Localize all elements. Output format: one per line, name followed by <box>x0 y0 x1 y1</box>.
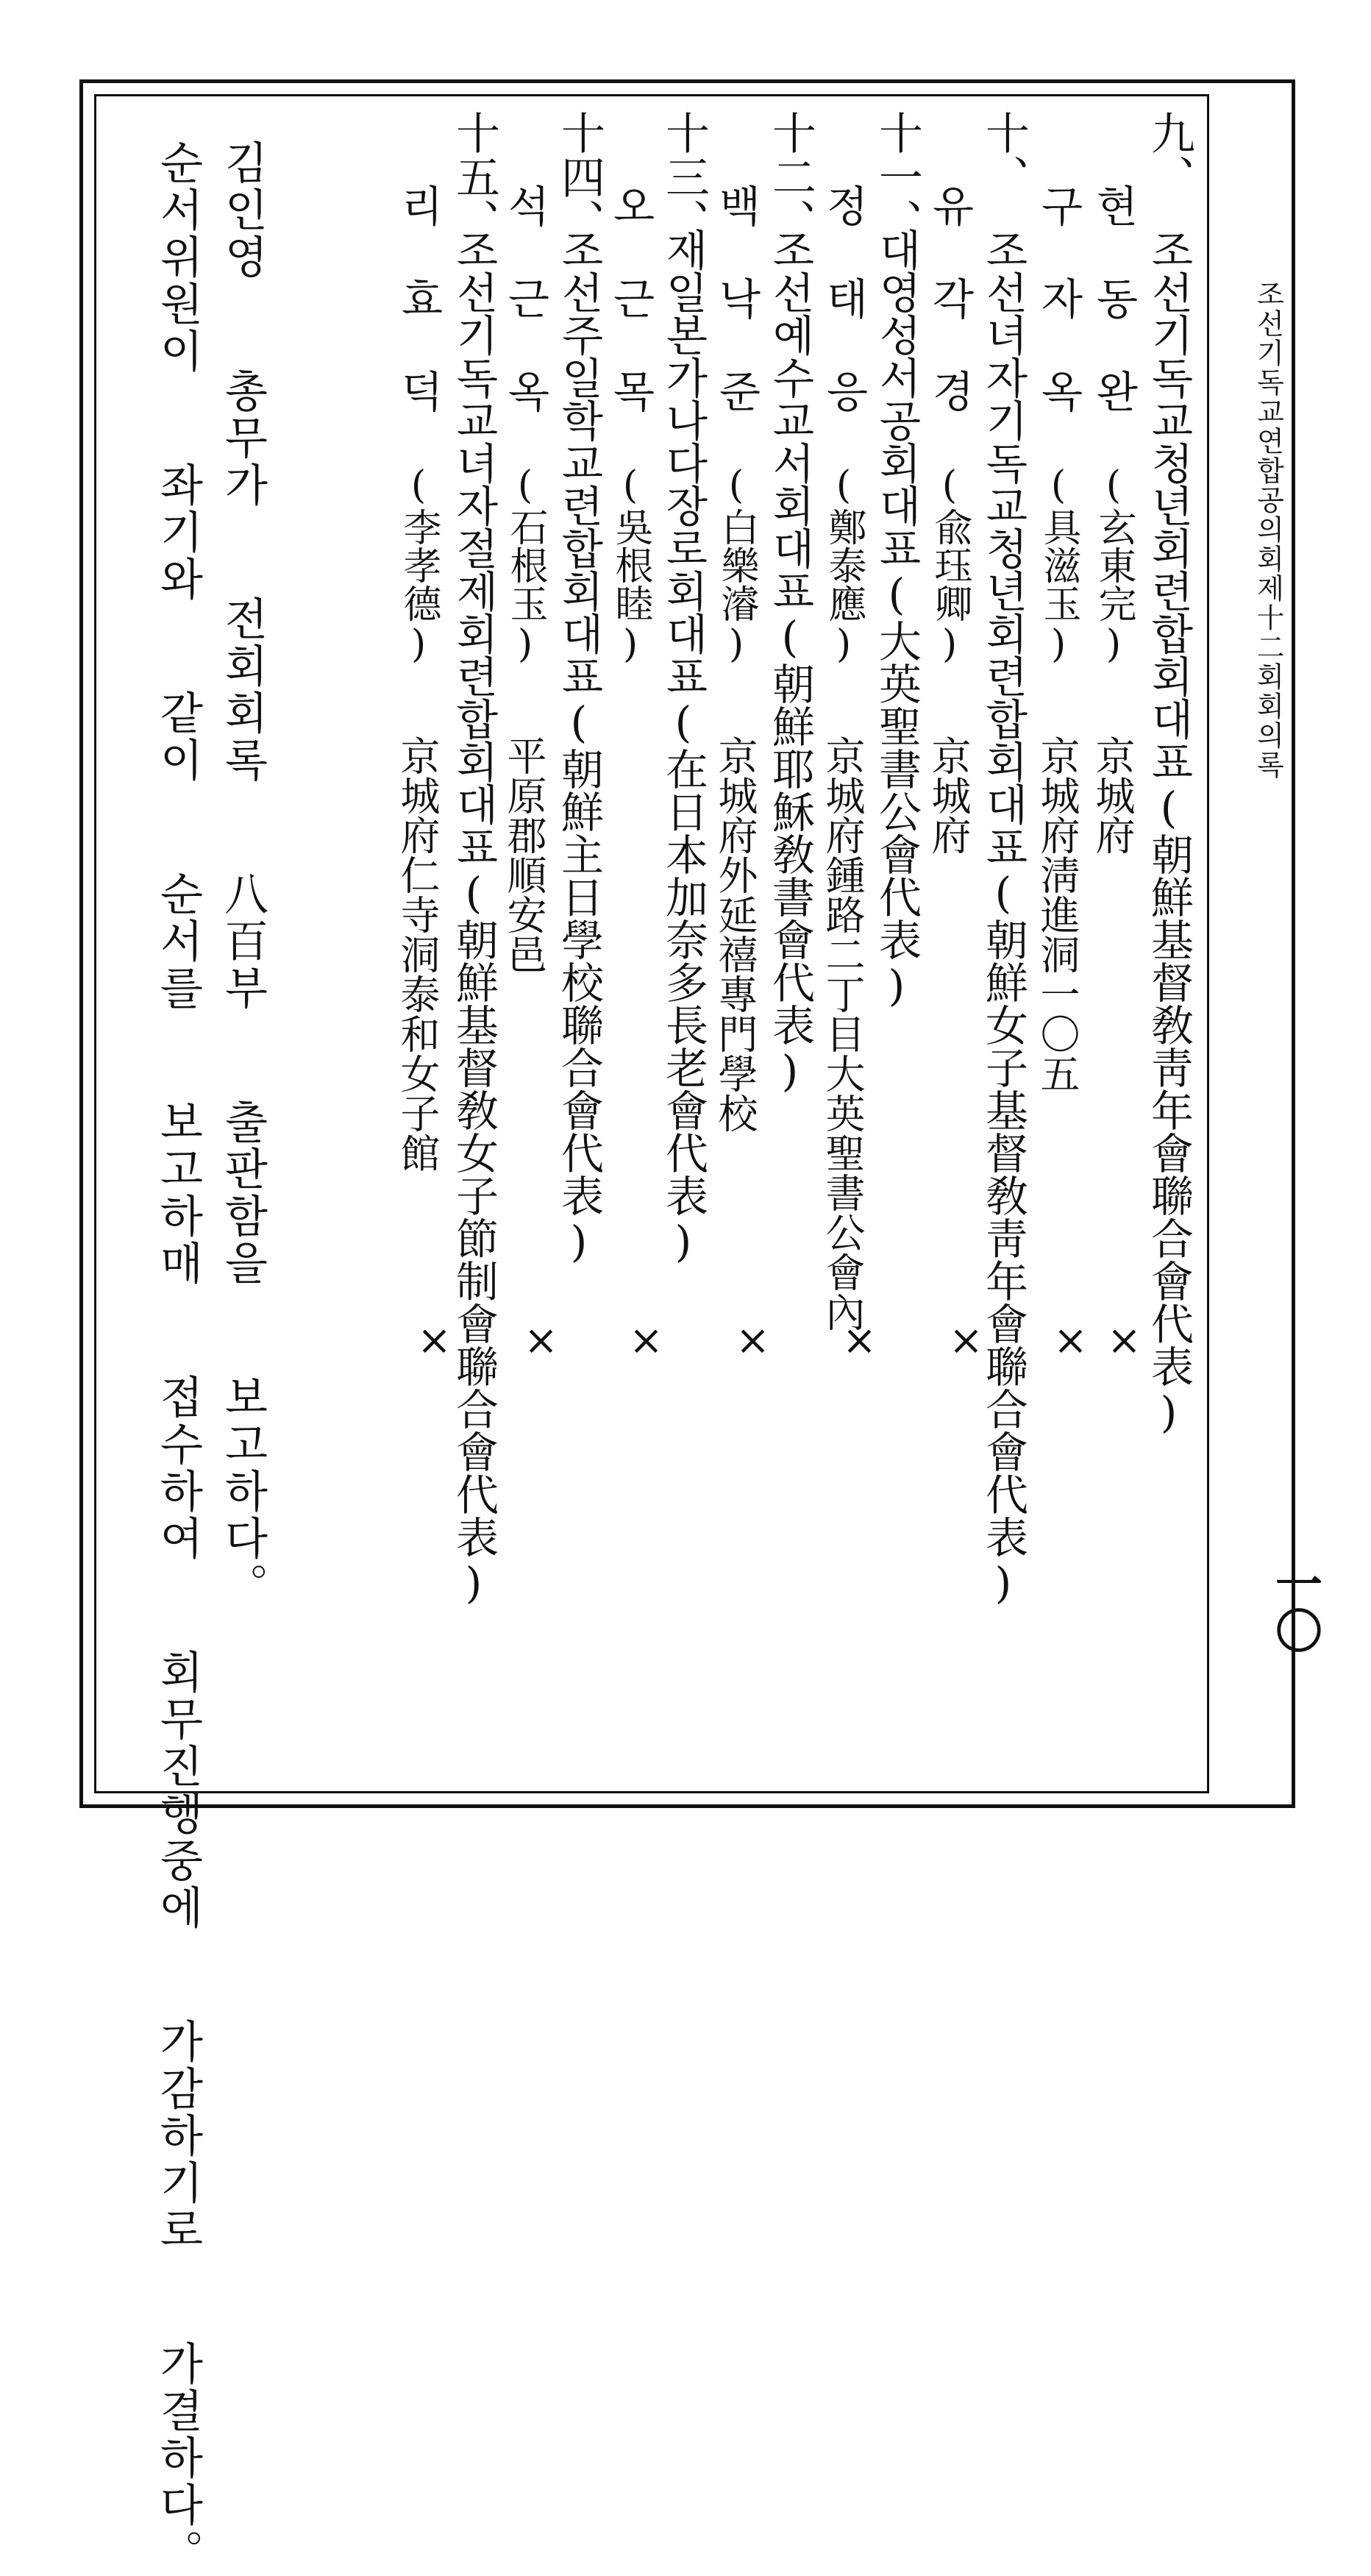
check-mark: × <box>1053 1317 1088 1365</box>
entry-name <box>819 184 869 666</box>
entry-title: 조선기독교녀자절제회련합회대표(朝鮮基督敎女子節制會聯合會代表) <box>449 228 499 1608</box>
entry-name <box>500 184 550 666</box>
entry-address: 平原郡順安邑 <box>501 736 547 974</box>
word: 가결하다。 <box>152 2341 204 2576</box>
check-mark: × <box>524 1317 558 1365</box>
entry-number: 十五、 <box>449 110 500 243</box>
word: 좌기와 <box>152 462 204 603</box>
word: 회무진행중에 <box>152 1649 204 1932</box>
entry-number: 十、 <box>978 110 1030 199</box>
person-hanja: (具滋玉) <box>1036 463 1080 666</box>
entry-title: 조선기독교청년회련합회대표(朝鮮基督敎靑年會聯合會代表) <box>1144 228 1194 1437</box>
entry-title: 대영성서공회대표(大英聖書公會代表) <box>872 228 922 1011</box>
check-mark: × <box>629 1317 663 1365</box>
word: 접수하여 <box>152 1374 204 1562</box>
person-hanja: (玄東完) <box>1092 463 1136 666</box>
person-hanja: (吳根睦) <box>608 463 652 666</box>
word: 순서위원이 <box>152 140 204 375</box>
check-mark: × <box>736 1317 770 1365</box>
word: 김인영 <box>217 140 268 281</box>
entry-name <box>1033 184 1083 666</box>
entry-name <box>605 184 655 666</box>
person-hanja: (鄭泰應) <box>822 463 866 666</box>
entry-address: 京城府鍾路二丁目大英聖書公會內 <box>819 736 866 1331</box>
running-header: 조선기독교연합공의회제十二회회의록 <box>1252 280 1284 780</box>
check-mark: × <box>949 1317 983 1365</box>
minutes-line-2 <box>152 140 204 2576</box>
word: 같이 <box>152 690 204 784</box>
word: 가감하기로 <box>152 2018 204 2254</box>
person-name: 유 각 경 <box>925 184 975 412</box>
person-hanja: (石根玉) <box>503 463 547 666</box>
person-name: 현 동 완 <box>1089 184 1139 412</box>
person-hanja: (白樂濬) <box>714 463 758 666</box>
person-name: 리 효 덕 <box>394 184 444 412</box>
person-name: 오 근 목 <box>605 184 655 412</box>
entry-number: 九、 <box>1144 110 1195 199</box>
entry-name <box>1089 184 1139 666</box>
entry-number: 十四、 <box>554 110 605 243</box>
person-name: 백 낙 준 <box>711 184 761 412</box>
entry-address: 京城府仁寺洞泰和女子館 <box>394 736 441 1173</box>
entry-title: 재일본가나다장로회대표(在日本加奈多長老會代表) <box>658 228 708 1267</box>
person-hanja: (兪珏卿) <box>927 463 972 666</box>
entry-number: 十三、 <box>658 110 710 243</box>
word: 총무가 <box>217 368 268 509</box>
person-name: 구 자 옥 <box>1033 184 1083 412</box>
entry-title: 조선녀자기독교청년회련합회대표(朝鮮女子基督敎靑年會聯合會代表) <box>978 228 1028 1608</box>
word: 보고하다。 <box>217 1374 268 1609</box>
person-hanja: (李孝德) <box>396 463 441 666</box>
check-mark: × <box>1107 1317 1142 1365</box>
entry-address: 京城府外延禧專門學校 <box>712 736 758 1133</box>
entry-name <box>711 184 761 666</box>
entry-name <box>925 184 975 666</box>
entry-number: 十一、 <box>872 110 923 243</box>
entry-title: 조선예수교서회대표(朝鮮耶穌敎書會代表) <box>765 228 815 1096</box>
entry-number: 十二、 <box>765 110 816 243</box>
minutes-line-1 <box>217 140 268 1609</box>
entry-address: 京城府 <box>1089 736 1136 855</box>
check-mark: × <box>842 1317 877 1365</box>
page-number: 一〇 <box>1267 1559 1322 1654</box>
word: 전회회록 <box>217 596 268 784</box>
entry-address: 京城府 <box>925 736 972 855</box>
word: 보고하매 <box>152 1099 204 1287</box>
person-name: 석 근 옥 <box>500 184 550 412</box>
entry-address: 京城府淸進洞一〇五 <box>1034 736 1080 1093</box>
word: 순서를 <box>152 871 204 1012</box>
check-mark: × <box>417 1317 452 1365</box>
word: 출판함을 <box>217 1099 268 1287</box>
entry-name <box>394 184 444 666</box>
word: 八百부 <box>217 871 268 1012</box>
entry-title: 조선주일학교련합회대표(朝鮮主日學校聯合會代表) <box>554 228 604 1267</box>
person-name: 정 태 응 <box>819 184 869 412</box>
